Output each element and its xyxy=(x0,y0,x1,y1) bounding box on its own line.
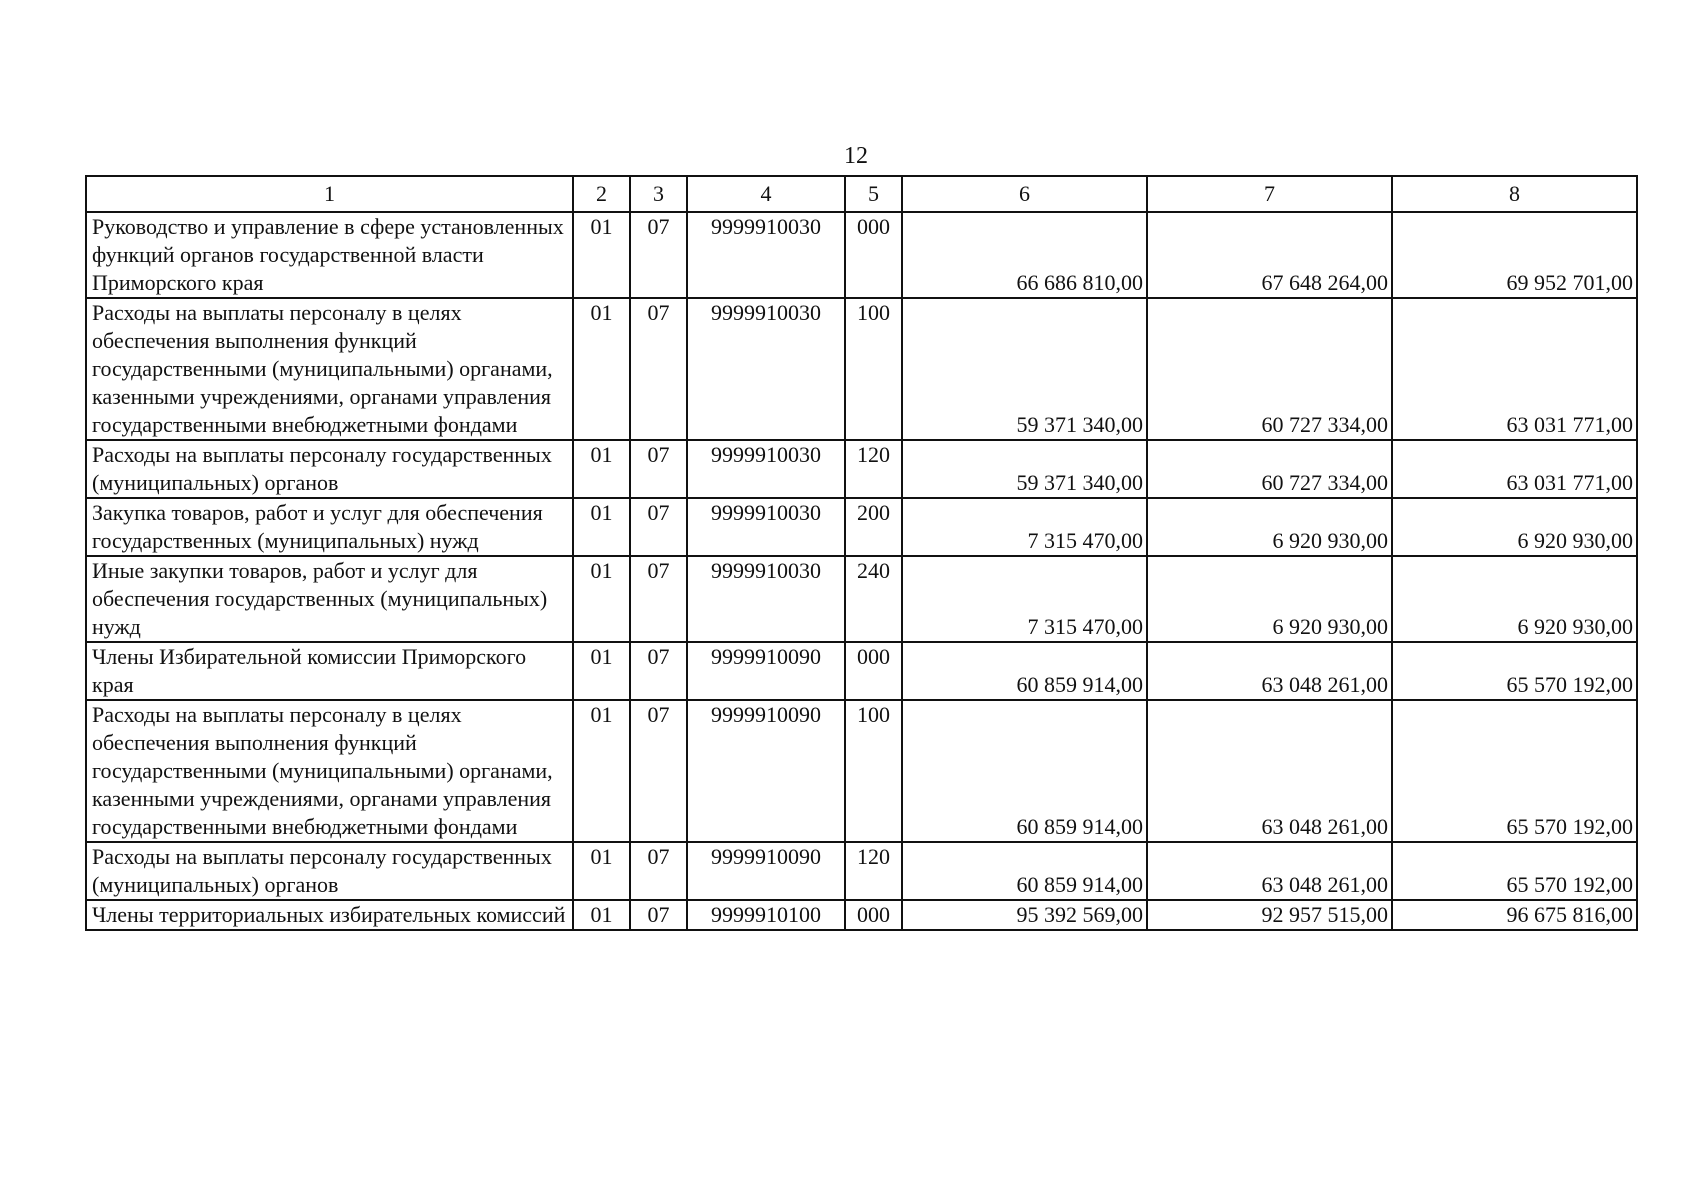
row-amount-col7: 63 048 261,00 xyxy=(1147,700,1392,842)
column-header-8: 8 xyxy=(1392,176,1637,212)
row-amount-col6: 60 859 914,00 xyxy=(902,842,1147,900)
row-subsection: 07 xyxy=(630,900,687,930)
row-amount-col8: 65 570 192,00 xyxy=(1392,700,1637,842)
row-expense-type: 000 xyxy=(845,900,902,930)
row-amount-col6: 60 859 914,00 xyxy=(902,642,1147,700)
column-header-5: 5 xyxy=(845,176,902,212)
row-expense-type: 120 xyxy=(845,440,902,498)
row-name: Иные закупки товаров, работ и услуг для обеспечения государственных (муниципальных) нужд xyxy=(86,556,573,642)
row-amount-col6: 59 371 340,00 xyxy=(902,298,1147,440)
row-target-article: 9999910030 xyxy=(687,498,845,556)
row-expense-type: 100 xyxy=(845,298,902,440)
table-row xyxy=(86,440,1637,498)
column-header-6: 6 xyxy=(902,176,1147,212)
row-subsection: 07 xyxy=(630,842,687,900)
row-amount-col6: 95 392 569,00 xyxy=(902,900,1147,930)
row-amount-col7: 92 957 515,00 xyxy=(1147,900,1392,930)
row-amount-col6: 60 859 914,00 xyxy=(902,700,1147,842)
row-amount-col6: 7 315 470,00 xyxy=(902,498,1147,556)
row-subsection: 07 xyxy=(630,440,687,498)
row-subsection: 07 xyxy=(630,498,687,556)
row-expense-type: 240 xyxy=(845,556,902,642)
row-name: Расходы на выплаты персоналу государственных (муниципальных) органов xyxy=(86,842,573,900)
row-target-article: 9999910030 xyxy=(687,440,845,498)
row-amount-col7: 63 048 261,00 xyxy=(1147,642,1392,700)
row-section: 01 xyxy=(573,842,630,900)
row-section: 01 xyxy=(573,440,630,498)
row-section: 01 xyxy=(573,642,630,700)
row-expense-type: 000 xyxy=(845,212,902,298)
table-header xyxy=(86,176,1637,212)
row-amount-col8: 63 031 771,00 xyxy=(1392,298,1637,440)
column-header-7: 7 xyxy=(1147,176,1392,212)
row-target-article: 9999910100 xyxy=(687,900,845,930)
row-section: 01 xyxy=(573,900,630,930)
row-name: Закупка товаров, работ и услуг для обеспечения государственных (муниципальных) нужд xyxy=(86,498,573,556)
row-amount-col8: 96 675 816,00 xyxy=(1392,900,1637,930)
row-amount-col6: 66 686 810,00 xyxy=(902,212,1147,298)
row-amount-col8: 69 952 701,00 xyxy=(1392,212,1637,298)
column-header-4: 4 xyxy=(687,176,845,212)
row-amount-col7: 60 727 334,00 xyxy=(1147,440,1392,498)
column-header-1: 1 xyxy=(86,176,573,212)
row-section: 01 xyxy=(573,212,630,298)
row-expense-type: 120 xyxy=(845,842,902,900)
page-number: 12 xyxy=(844,143,868,169)
row-expense-type: 000 xyxy=(845,642,902,700)
row-expense-type: 100 xyxy=(845,700,902,842)
table-row xyxy=(86,212,1637,298)
row-section: 01 xyxy=(573,298,630,440)
row-section: 01 xyxy=(573,700,630,842)
row-amount-col7: 67 648 264,00 xyxy=(1147,212,1392,298)
row-name: Расходы на выплаты персоналу государственных (муниципальных) органов xyxy=(86,440,573,498)
table-row xyxy=(86,842,1637,900)
row-amount-col7: 60 727 334,00 xyxy=(1147,298,1392,440)
row-amount-col8: 6 920 930,00 xyxy=(1392,556,1637,642)
row-amount-col6: 7 315 470,00 xyxy=(902,556,1147,642)
row-subsection: 07 xyxy=(630,556,687,642)
table-body xyxy=(86,212,1637,930)
row-section: 01 xyxy=(573,498,630,556)
header-row xyxy=(86,176,1637,212)
row-expense-type: 200 xyxy=(845,498,902,556)
row-target-article: 9999910090 xyxy=(687,842,845,900)
table-row xyxy=(86,900,1637,930)
row-name: Члены территориальных избирательных комиссий xyxy=(86,900,573,930)
row-subsection: 07 xyxy=(630,642,687,700)
table-row xyxy=(86,556,1637,642)
row-target-article: 9999910030 xyxy=(687,212,845,298)
row-name: Руководство и управление в сфере установленных функций органов государственной власти Приморского края xyxy=(86,212,573,298)
row-subsection: 07 xyxy=(630,700,687,842)
row-target-article: 9999910030 xyxy=(687,298,845,440)
column-header-3: 3 xyxy=(630,176,687,212)
row-section: 01 xyxy=(573,556,630,642)
row-target-article: 9999910090 xyxy=(687,700,845,842)
row-name: Члены Избирательной комиссии Приморского края xyxy=(86,642,573,700)
table-row xyxy=(86,498,1637,556)
row-name: Расходы на выплаты персоналу в целях обеспечения выполнения функций государственными (муниципальными) органами, казенными учреждениями, органами управления государственными внебюджетными фондами xyxy=(86,700,573,842)
budget-table xyxy=(85,175,1638,931)
row-name: Расходы на выплаты персоналу в целях обеспечения выполнения функций государственными (муниципальными) органами, казенными учреждениями, органами управления государственными внебюджетными фондами xyxy=(86,298,573,440)
column-header-2: 2 xyxy=(573,176,630,212)
row-subsection: 07 xyxy=(630,212,687,298)
row-amount-col8: 65 570 192,00 xyxy=(1392,842,1637,900)
row-subsection: 07 xyxy=(630,298,687,440)
row-target-article: 9999910090 xyxy=(687,642,845,700)
row-amount-col7: 63 048 261,00 xyxy=(1147,842,1392,900)
row-amount-col8: 63 031 771,00 xyxy=(1392,440,1637,498)
row-amount-col6: 59 371 340,00 xyxy=(902,440,1147,498)
table-row xyxy=(86,298,1637,440)
row-target-article: 9999910030 xyxy=(687,556,845,642)
table-row xyxy=(86,642,1637,700)
row-amount-col8: 65 570 192,00 xyxy=(1392,642,1637,700)
row-amount-col7: 6 920 930,00 xyxy=(1147,556,1392,642)
row-amount-col8: 6 920 930,00 xyxy=(1392,498,1637,556)
row-amount-col7: 6 920 930,00 xyxy=(1147,498,1392,556)
table-row xyxy=(86,700,1637,842)
